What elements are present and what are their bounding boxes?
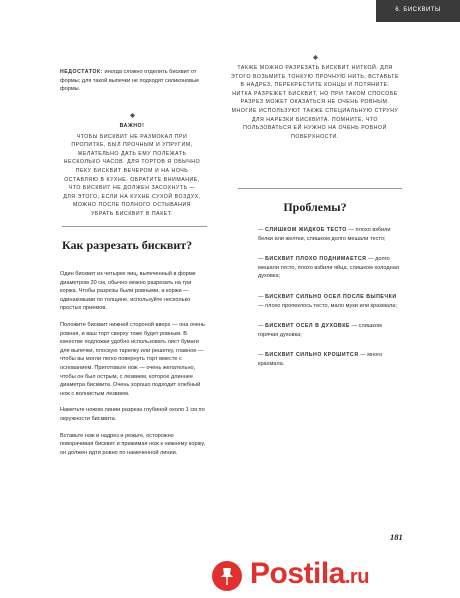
diamond-icon bbox=[130, 113, 135, 118]
diamond-icon bbox=[313, 55, 318, 60]
drawback-paragraph bbox=[60, 68, 207, 94]
list-item: — СЛИШКОМ ЖИДКОЕ ТЕСТО — плохо взбили белки или желтки, слишком долго мешали тесто; bbox=[258, 227, 391, 242]
watermark-text: Postila.ru bbox=[250, 557, 369, 590]
divider-line bbox=[62, 226, 207, 227]
paragraph-marking: Наметьте ножом линии разреза глубиной около 1 см по окружности бисквита. bbox=[60, 407, 205, 422]
problems-list bbox=[258, 226, 400, 381]
list-item: — БИСКВИТ ОСЕЛ В ДУХОВКЕ — слишком горячая духовка; bbox=[258, 323, 382, 338]
problems-heading: Проблемы? bbox=[283, 200, 347, 214]
pin-logo-icon bbox=[210, 560, 244, 592]
cut-heading: Как разрезать бисквит? bbox=[62, 238, 193, 252]
problem-term: БИСКВИТ ОСЕЛ В ДУХОВКЕ bbox=[265, 323, 350, 330]
cut-instructions bbox=[60, 270, 207, 457]
drawback-label: НЕДОСТАТОК: bbox=[60, 69, 103, 75]
watermark[interactable] bbox=[166, 556, 460, 596]
page-number: 181 bbox=[390, 532, 403, 542]
thread-note bbox=[230, 55, 400, 141]
list-item: — БИСКВИТ СИЛЬНО ОСЕЛ ПОСЛЕ ВЫПЕЧКИ — плохо пропеклось тесто, мало муки или крахмала; bbox=[258, 293, 397, 309]
paragraph-intro: Один бисквит из четырех яиц, выпеченный в форме диаметром 20 см, обычно можно разрезать на три коржа. Чтобы разрезы были ровными, а коржи — одинаковыми по толщине, используйте несколько простых приемов. bbox=[60, 271, 196, 312]
problem-term: БИСКВИТ ПЛОХО ПОДНИМАЕТСЯ bbox=[265, 256, 367, 263]
important-text: ЧТОБЫ БИСКВИТ НЕ РАЗМОКАЛ ПРИ ПРОПИТКЕ, БЫЛ ПРОЧНЫМ И УПРУГИМ, ЖЕЛАТЕЛЬНО ДАТЬ ЕМУ ПОЛЕЖАТЬ НЕСКОЛЬКО ЧАСОВ. ДЛЯ ТОРТОВ Я ОБЫЧНО ПЕКУ БИСКВИТ ВЕЧЕРОМ И НА НОЧЬ ОСТАВЛЯЮ В КУХНЕ. ОБРАТИТЕ ВНИМАНИЕ, ЧТО БИСКВИТ НЕ ДОЛЖЕН ЗАСОХНУТЬ — ДЛЯ ЭТОГО, ЕСЛИ НА КУХНЕ СУХОЙ ВОЗДУХ, МОЖНО ПОСЛЕ ПОЛНОГО ОСТЫВАНИЯ УБРАТЬ БИСКВИТ В ПАКЕТ. bbox=[63, 133, 201, 217]
section-header-text: 6. БИСКВИТЫ bbox=[395, 7, 441, 13]
paragraph-preparation: Положите бисквит нижней стороной вверх — она очень ровная, и ваш торт сверху тоже будет ровным. В качестве подложки удобно использовать лист бумаги для выпечки, плоскую тарелку или решетку, главное — чтобы вы могли легко повернуть торт вместе с основанием. Приготовьте нож — очень желательно, чтобы он был острым, с лезвием, которое длиннее диаметра бисквита. Очень хорошо подходит хлебный нож с волнистым лезвием. bbox=[60, 321, 205, 397]
divider-line bbox=[238, 188, 402, 189]
thread-note-text: ТАКЖЕ МОЖНО РАЗРЕЗАТЬ БИСКВИТ НИТКОЙ. ДЛЯ ЭТОГО ВОЗЬМИТЕ ТОНКУЮ ПРОЧНУЮ НИТЬ, ВСТАВЬТЕ В НАДРЕЗ, ПЕРЕКРЕСТИТЕ КОНЦЫ И ПОТЯНИТЕ. НИТКА РАЗРЕЖЕТ БИСКВИТ, НО ПРИ ТАКОМ СПОСОБЕ РАЗРЕЗ МОЖЕТ ОКАЗАТЬСЯ НЕ ОЧЕНЬ РОВНЫМ. МНОГИЕ ИСПОЛЬЗУЮТ ТАКЖЕ СПЕЦИАЛЬНУЮ СТРУНУ ДЛЯ НАРЕЗКИ БИСКВИТА. ПОМНИТЕ, ЧТО ПОЛЬЗОВАТЬСЯ ЕЙ НУЖНО НА ОЧЕНЬ РОВНОЙ ПОВЕРХНОСТИ. bbox=[231, 65, 399, 140]
problem-term: СЛИШКОМ ЖИДКОЕ ТЕСТО bbox=[265, 227, 347, 233]
section-header-tab bbox=[376, 0, 460, 22]
list-item: — БИСКВИТ СИЛЬНО КРОШИТСЯ — много крахмала. bbox=[258, 352, 383, 367]
paragraph-cutting: Вставьте нож в надрез и режьте, осторожно поворачивая бисквит и прижимая нож к нижнему коржу, он должен идти ровно по намеченной линии. bbox=[60, 432, 206, 456]
problem-term: БИСКВИТ СИЛЬНО КРОШИТСЯ bbox=[265, 352, 359, 359]
important-title: ВАЖНО! bbox=[119, 123, 145, 129]
important-note bbox=[62, 113, 202, 219]
drawback-text: иногда сложно отделить бисквит от формы; для такой выпечки не подходят силиконовые формы. bbox=[60, 69, 200, 93]
list-item: — БИСКВИТ ПЛОХО ПОДНИМАЕТСЯ — долго мешали тесто, плохо взбили яйца, слишком холодная духовка; bbox=[258, 256, 399, 280]
problem-term: БИСКВИТ СИЛЬНО ОСЕЛ ПОСЛЕ ВЫПЕЧКИ bbox=[265, 293, 397, 300]
